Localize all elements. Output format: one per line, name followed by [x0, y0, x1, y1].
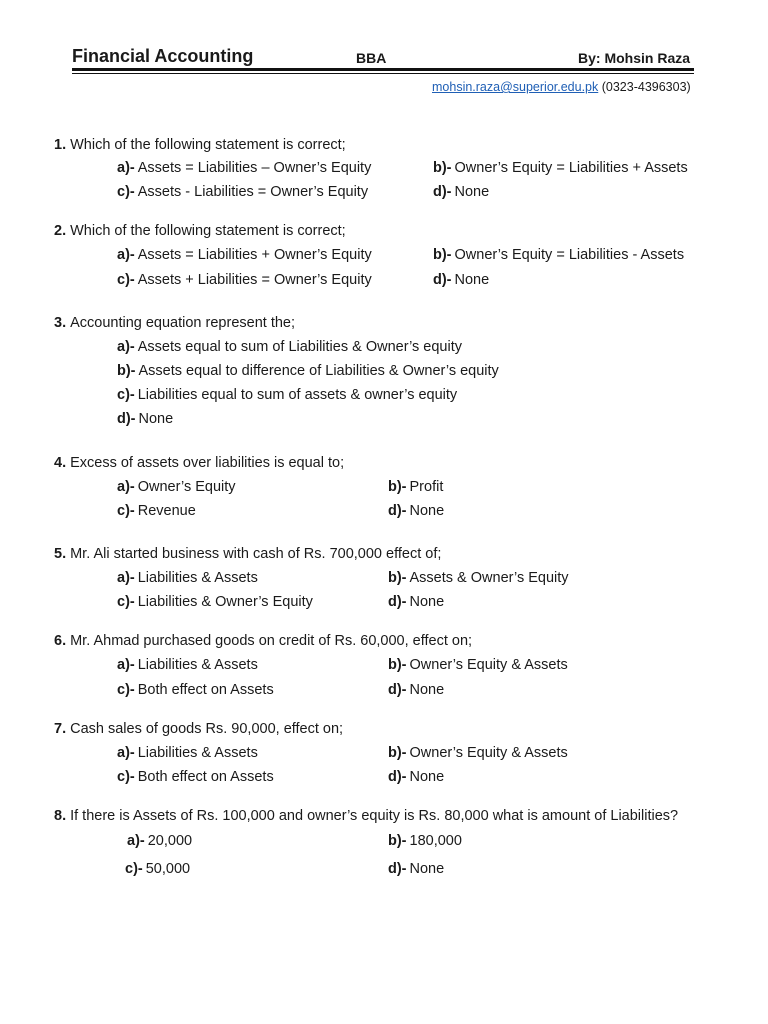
option-label: a)- [117, 247, 135, 263]
option-b [388, 479, 443, 495]
option-text: 180,000 [409, 833, 462, 849]
option-text: Liabilities equal to sum of assets & owner’s equity [137, 387, 458, 403]
question-number: 8. [54, 808, 67, 824]
option-b [433, 247, 684, 263]
option-text: Liabilities & Assets [137, 657, 258, 673]
option-label: c)- [117, 594, 135, 610]
option-c [117, 594, 313, 610]
option-label: d)- [117, 411, 136, 427]
option-c [125, 861, 190, 877]
option-b [388, 745, 568, 761]
option-d [388, 503, 444, 519]
option-label: a)- [117, 160, 135, 176]
question-number: 5. [54, 546, 67, 562]
option-b [388, 570, 569, 586]
option-c [117, 184, 368, 200]
option-text: Liabilities & Assets [137, 570, 258, 586]
option-text: Owner’s Equity = Liabilities + Assets [454, 160, 688, 176]
option-text: None [454, 184, 490, 200]
option-d [388, 682, 444, 698]
question [54, 137, 346, 153]
option-c [117, 272, 372, 288]
option-a [117, 570, 258, 586]
option-label: d)- [388, 769, 407, 785]
option-label: a)- [117, 479, 135, 495]
question [54, 808, 678, 824]
option-b [388, 833, 462, 849]
question-text: Which of the following statement is correct; [70, 137, 346, 153]
option-c [117, 387, 457, 403]
phone-number: (0323-4396303) [601, 80, 691, 94]
option-b [433, 160, 688, 176]
option-text: Revenue [137, 503, 196, 519]
option-text: Assets + Liabilities = Owner’s Equity [137, 272, 372, 288]
option-label: b)- [388, 833, 407, 849]
author-label: By: Mohsin Raza [578, 50, 691, 66]
option-d [388, 769, 444, 785]
option-text: Assets equal to sum of Liabilities & Owner’s equity [137, 339, 462, 355]
option-label: b)- [117, 363, 136, 379]
option-text: Both effect on Assets [137, 682, 274, 698]
option-d [388, 594, 444, 610]
header-rule-thick [72, 68, 694, 71]
option-d [388, 861, 444, 877]
option-text: None [138, 411, 174, 427]
option-c [117, 503, 196, 519]
option-text: None [409, 861, 445, 877]
option-label: d)- [388, 682, 407, 698]
option-text: Assets = Liabilities – Owner’s Equity [137, 160, 372, 176]
option-label: c)- [117, 184, 135, 200]
option-label: b)- [388, 745, 407, 761]
contact-line [432, 80, 691, 94]
question-text: Accounting equation represent the; [70, 315, 295, 331]
option-text: Both effect on Assets [137, 769, 274, 785]
question [54, 546, 441, 562]
option-label: d)- [433, 272, 452, 288]
document-title: Financial Accounting [72, 46, 254, 66]
option-label: c)- [117, 272, 135, 288]
option-a [117, 657, 258, 673]
question-number: 4. [54, 455, 67, 471]
option-label: c)- [117, 387, 135, 403]
option-c [117, 769, 274, 785]
header-rule-thin [72, 73, 694, 74]
option-text: None [409, 594, 445, 610]
question-number: 7. [54, 721, 67, 737]
option-label: c)- [117, 769, 135, 785]
option-label: d)- [388, 861, 407, 877]
option-a [117, 479, 236, 495]
option-a [127, 833, 192, 849]
option-text: Owner’s Equity & Assets [409, 745, 568, 761]
option-d [117, 411, 173, 427]
option-label: b)- [388, 657, 407, 673]
option-label: a)- [117, 339, 135, 355]
option-a [117, 160, 371, 176]
option-c [117, 682, 274, 698]
option-b [117, 363, 499, 379]
option-text: Assets & Owner’s Equity [409, 570, 569, 586]
option-label: b)- [388, 570, 407, 586]
option-text: 20,000 [147, 833, 193, 849]
option-d [433, 272, 489, 288]
option-label: c)- [125, 861, 143, 877]
option-b [388, 657, 568, 673]
option-text: Owner’s Equity = Liabilities - Assets [454, 247, 685, 263]
email-link[interactable]: mohsin.raza@superior.edu.pk [432, 80, 599, 94]
option-label: a)- [127, 833, 145, 849]
option-d [433, 184, 489, 200]
option-text: None [409, 769, 445, 785]
question-text: Which of the following statement is correct; [70, 223, 346, 239]
question [54, 223, 346, 239]
option-a [117, 745, 258, 761]
option-text: Owner’s Equity & Assets [409, 657, 568, 673]
question-text: Excess of assets over liabilities is equal to; [70, 455, 345, 471]
question [54, 455, 344, 471]
option-text: 50,000 [145, 861, 191, 877]
question-number: 3. [54, 315, 67, 331]
option-label: a)- [117, 745, 135, 761]
question [54, 721, 343, 737]
question-text: Mr. Ahmad purchased goods on credit of Rs. 60,000, effect on; [70, 633, 473, 649]
option-label: a)- [117, 657, 135, 673]
option-text: Assets = Liabilities + Owner’s Equity [137, 247, 372, 263]
question-number: 2. [54, 223, 67, 239]
question-number: 1. [54, 137, 67, 153]
option-text: None [454, 272, 490, 288]
question-text: If there is Assets of Rs. 100,000 and owner’s equity is Rs. 80,000 what is amount of Liabilities? [70, 808, 679, 824]
option-label: d)- [388, 503, 407, 519]
option-label: c)- [117, 682, 135, 698]
option-label: a)- [117, 570, 135, 586]
program-label: BBA [356, 50, 387, 66]
option-label: d)- [388, 594, 407, 610]
question-text: Mr. Ali started business with cash of Rs. 700,000 effect of; [70, 546, 442, 562]
option-label: b)- [433, 247, 452, 263]
option-label: d)- [433, 184, 452, 200]
option-label: b)- [388, 479, 407, 495]
question [54, 315, 295, 331]
option-text: Owner’s Equity [137, 479, 236, 495]
option-label: c)- [117, 503, 135, 519]
option-text: Liabilities & Owner’s Equity [137, 594, 313, 610]
option-text: None [409, 503, 445, 519]
question [54, 633, 472, 649]
question-number: 6. [54, 633, 67, 649]
option-text: None [409, 682, 445, 698]
option-a [117, 247, 372, 263]
option-label: b)- [433, 160, 452, 176]
option-text: Assets - Liabilities = Owner’s Equity [137, 184, 369, 200]
question-text: Cash sales of goods Rs. 90,000, effect on; [70, 721, 344, 737]
option-text: Profit [409, 479, 444, 495]
option-a [117, 339, 462, 355]
option-text: Assets equal to difference of Liabilities & Owner’s equity [138, 363, 499, 379]
option-text: Liabilities & Assets [137, 745, 258, 761]
